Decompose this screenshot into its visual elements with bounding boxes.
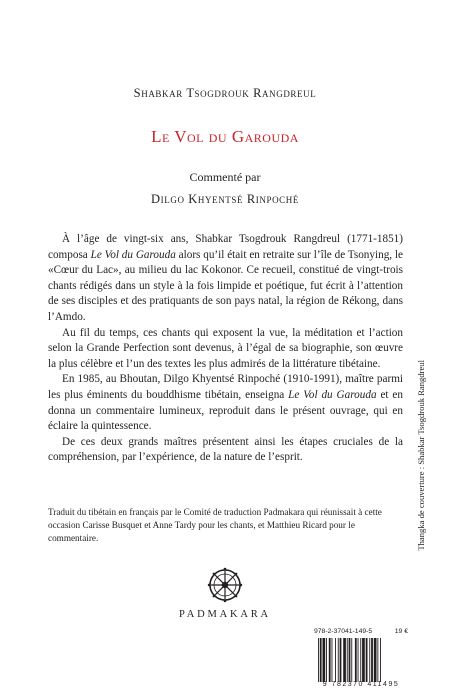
barcode-bar bbox=[377, 638, 378, 682]
barcode-bar bbox=[351, 638, 352, 682]
barcode-bar bbox=[343, 638, 346, 682]
comment-intro: Commenté par bbox=[189, 170, 261, 184]
barcode-bar bbox=[360, 638, 361, 682]
barcode-bar bbox=[347, 638, 348, 682]
barcode-bar bbox=[366, 638, 368, 682]
barcode-bar bbox=[355, 638, 357, 682]
p3-italic-title: Le Vol du Garouda bbox=[288, 388, 377, 401]
barcode-block bbox=[314, 628, 408, 690]
publisher-name: PADMAKARA bbox=[179, 609, 271, 620]
barcode-bar bbox=[349, 638, 351, 682]
barcode-bar bbox=[326, 638, 327, 682]
barcode-bar bbox=[338, 638, 339, 682]
barcode-bar bbox=[335, 638, 336, 682]
back-cover-text bbox=[48, 232, 403, 466]
paragraph-1 bbox=[48, 232, 403, 326]
paragraph-4: De ces deux grands maîtres présentent ainsi les étapes cruciales de la compréhension, par l’expérience, de la nature de l’esprit. bbox=[48, 435, 403, 464]
barcode-bar bbox=[318, 638, 319, 682]
paragraph-2: Au fil du temps, ces chants qui exposent la vue, la méditation et l’action selon la Grande Perfection sont devenus, à l’égal de sa biographie, son œuvre la plus célèbre et l’un des textes les plus admirés de la littérature tibétaine. bbox=[48, 326, 403, 370]
dharma-wheel-icon bbox=[207, 567, 243, 603]
barcode-bar bbox=[369, 638, 370, 682]
p1-text-b: alors qu’il était en retraite sur l’île de Tsonying, le «Cœur du Lac», au milieu du lac Kokonor. Ce recueil, constitué de vingt-trois chants rédigés dans un style à la fois limpide et poétique, fut écrit à l’attention de ses disciples et des pratiquants de son pays natal, la région de Rékong, dans l’Amdo. bbox=[48, 248, 404, 323]
barcode-bar bbox=[371, 638, 373, 682]
barcode-bar bbox=[323, 638, 326, 682]
author-name: Shabkar Tsogdrouk Rangdreul bbox=[133, 86, 317, 100]
barcode-bar bbox=[329, 638, 331, 682]
isbn-number: 978-2-37041-149-5 bbox=[314, 628, 373, 635]
p3-text-a: En 1985, au Bhoutan, Dilgo Khyentsé Rinpoché (1910-1991), maître parmi les plus éminents du bouddhisme tibétain, enseigna bbox=[48, 373, 403, 401]
book-title: Le Vol du Garouda bbox=[151, 127, 299, 146]
translation-credits: Traduit du tibétain en français par le Comité de traduction Padmakara qui réunissait à cette occasion Carisse Busquet et Anne Tardy pour les chants, et Matthieu Ricard pour le commentaire. bbox=[48, 507, 382, 543]
barcode-bar bbox=[362, 638, 365, 682]
barcode-icon bbox=[318, 638, 406, 682]
p3-text-b: et en donna un commentaire lumineux, reproduit dans le présent ouvrage, qui en éclaire la quintessence. bbox=[48, 388, 403, 433]
barcode-bar bbox=[374, 638, 377, 682]
barcode-bar bbox=[320, 638, 322, 682]
cover-image-credit: Thangka de couverture : Shabkar Tsogdrouk Rangdreul bbox=[416, 360, 426, 551]
barcode-bar bbox=[380, 638, 381, 682]
price-label: 19 € bbox=[394, 628, 408, 635]
paragraph-3 bbox=[48, 372, 403, 434]
barcode-bar bbox=[340, 638, 342, 682]
barcode-bar bbox=[332, 638, 333, 682]
p1-text-a: À l’âge de vingt-six ans, Shabkar Tsogdrouk Rangdreul (1771-1851) composa bbox=[48, 233, 403, 261]
p1-italic-title: Le Vol du Garouda bbox=[90, 248, 176, 261]
barcode-bar bbox=[358, 638, 359, 682]
barcode-digits: 9 782370 411495 bbox=[322, 681, 400, 688]
commentator-name: Dilgo Khyentsé Rinpoché bbox=[151, 192, 299, 206]
